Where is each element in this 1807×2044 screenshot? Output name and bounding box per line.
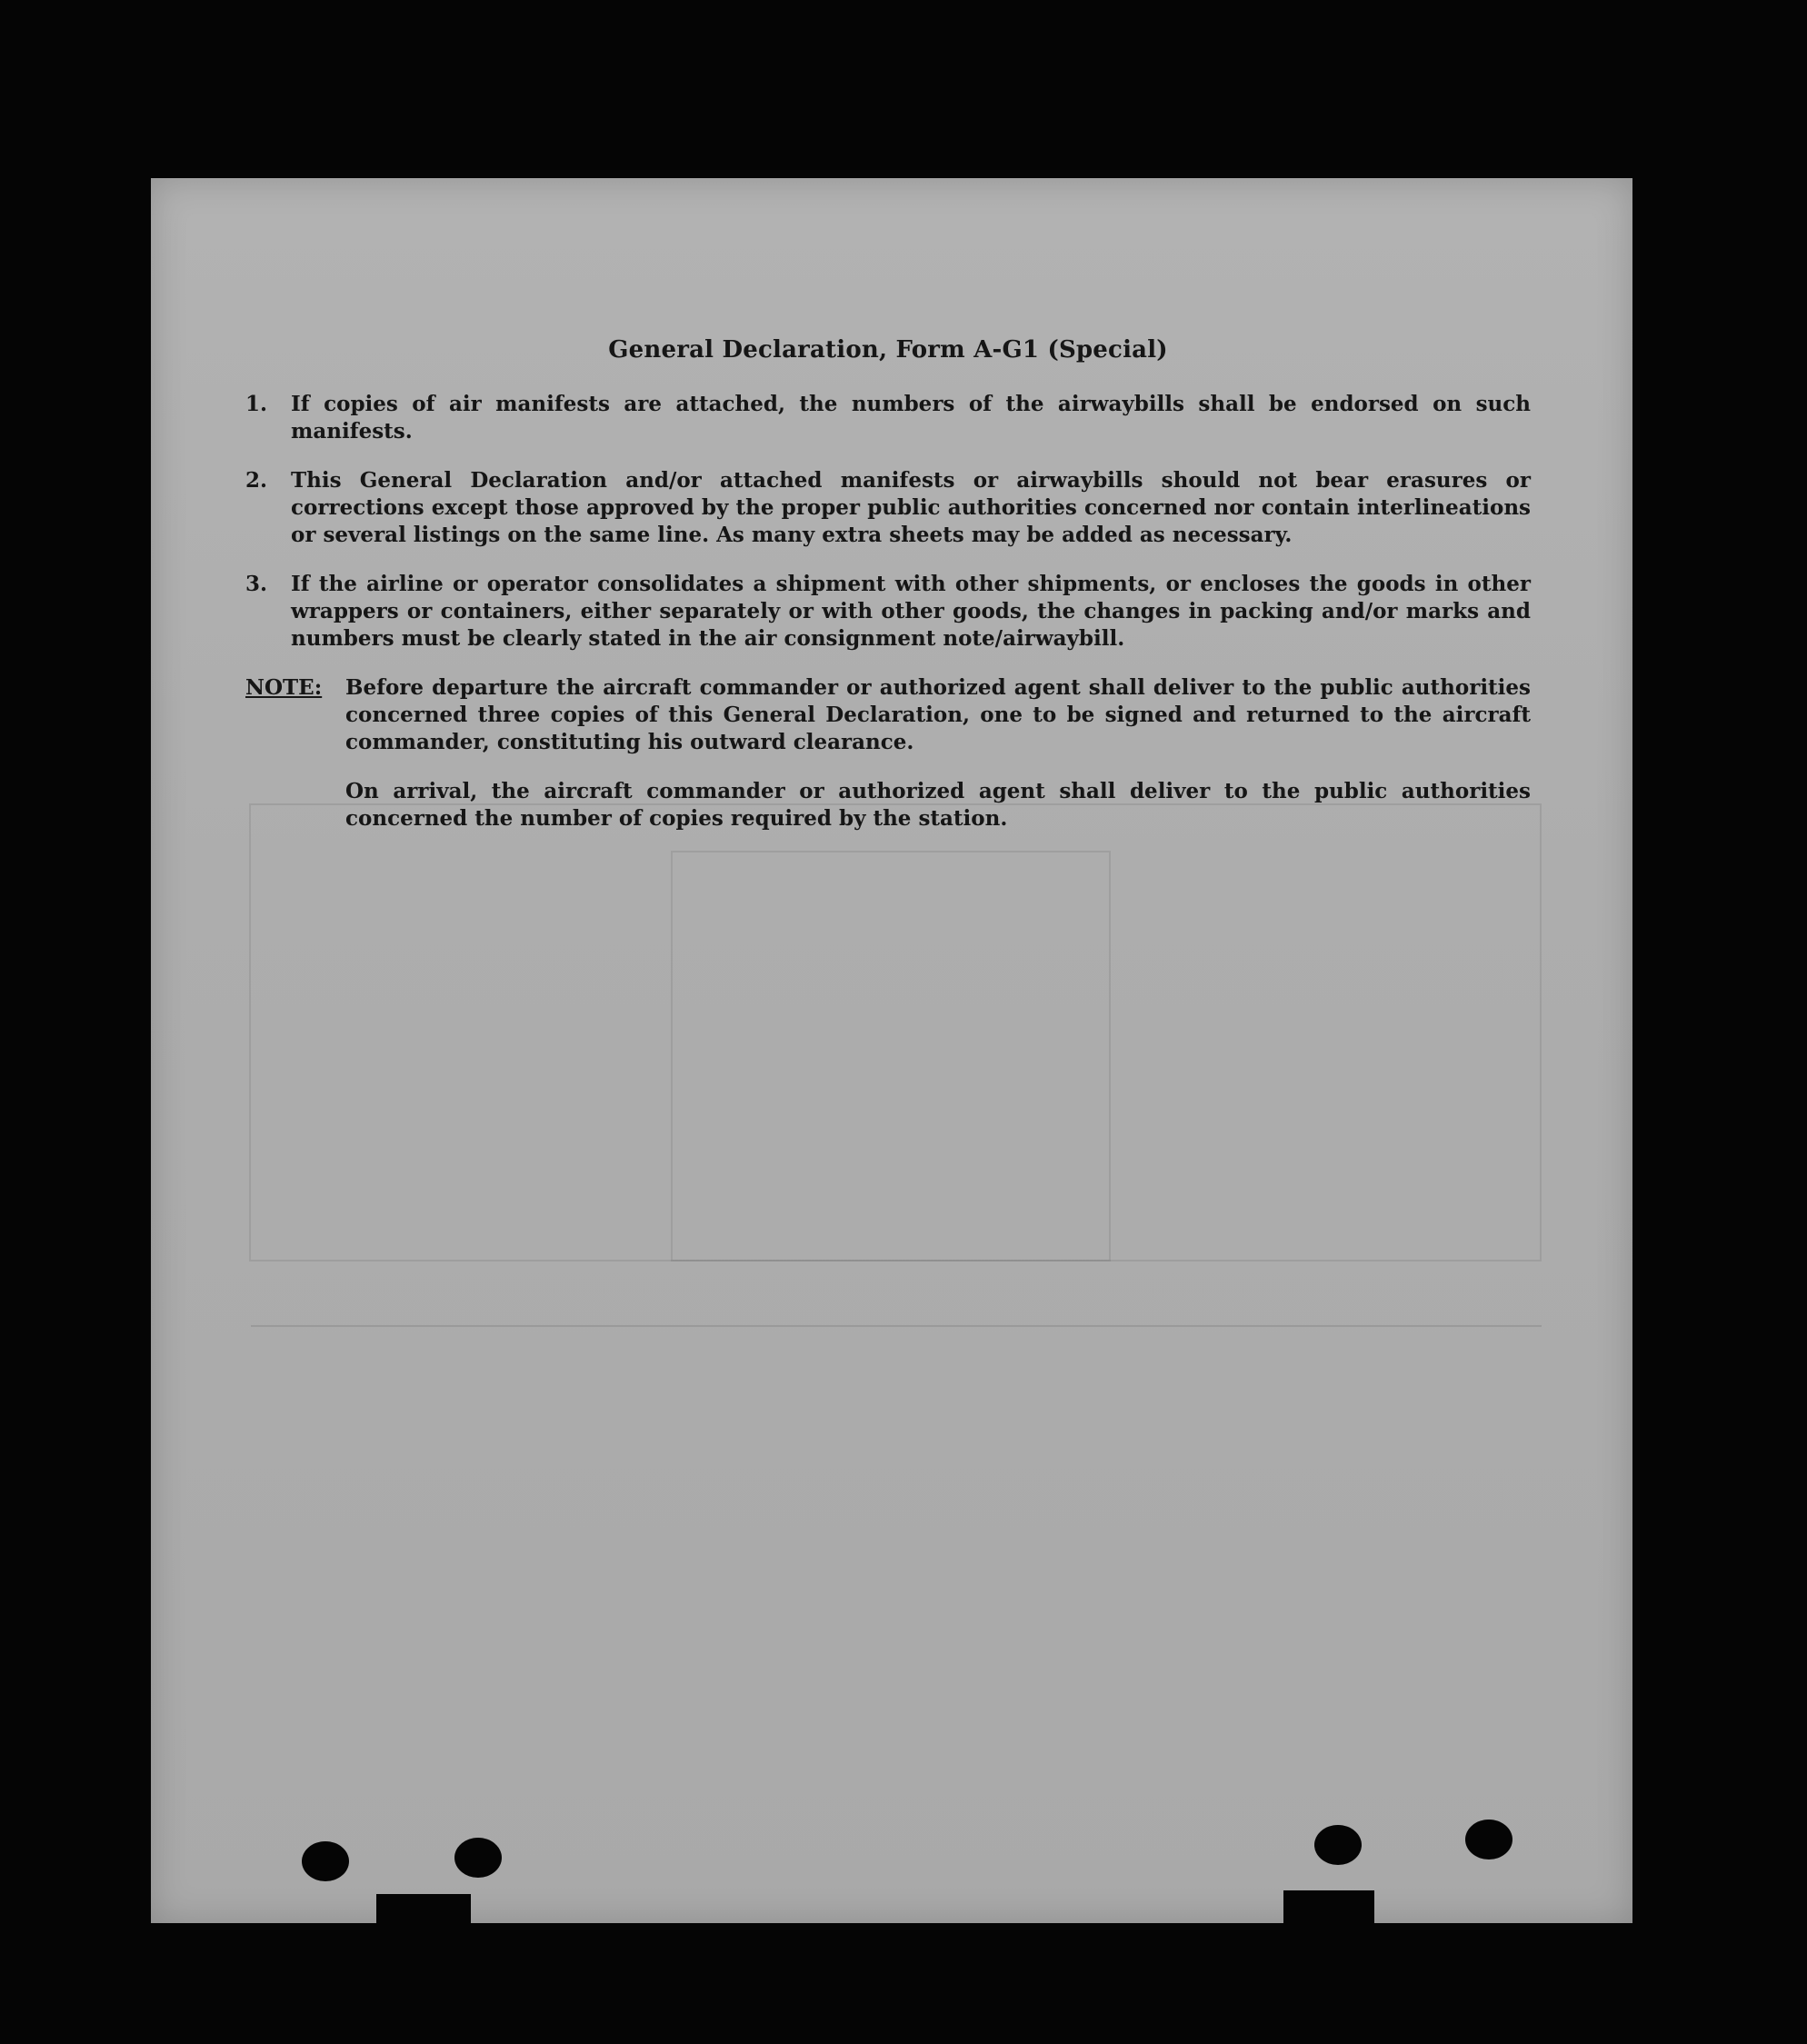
instructions-block [245,336,1531,876]
note-label: NOTE: [245,675,323,700]
bleed-through-rule [251,1325,1542,1327]
document-title: General Declaration, Form A-G1 (Special) [608,336,1168,364]
instruction-item-1 [245,391,1531,445]
bleed-through-inner-table [671,851,1111,1261]
torn-edge [376,1894,471,1929]
note-paragraph-departure: Before departure the aircraft commander or authorized agent shall deliver to the public authorities concerned three copies of this General Declaration, one to be signed and returned to the aircraft commander, constituting his outward clearance. [345,675,1531,754]
note-body [345,674,1531,854]
item-number: 2. [245,468,268,493]
punch-hole [1314,1825,1362,1865]
item-number: 3. [245,572,268,596]
item-text: This General Declaration and/or attached manifests or airwaybills should not bear erasures or corrections except those approved by the proper public authorities concerned nor contain interlineations or several listings on the same line. As many extra sheets may be added as necessary. [291,468,1531,547]
note-section [245,674,1531,854]
torn-edge [1283,1890,1374,1925]
instruction-item-3 [245,571,1531,653]
instruction-item-2 [245,467,1531,549]
note-paragraph-arrival: On arrival, the aircraft commander or authorized agent shall deliver to the public authorities concerned the number of copies required by the station. [345,779,1531,831]
punch-hole [454,1838,502,1878]
document-page [151,178,1632,1923]
punch-hole [302,1841,349,1881]
item-number: 1. [245,392,268,416]
item-text: If the airline or operator consolidates a shipment with other shipments, or encloses the goods in other wrappers or containers, either separately or with other goods, the changes in packing and/or marks and numbers must be clearly stated in the air consignment note/airwaybill. [291,572,1531,651]
punch-hole [1465,1820,1512,1860]
item-text: If copies of air manifests are attached, the numbers of the airwaybills shall be endorsed on such manifests. [291,392,1531,444]
